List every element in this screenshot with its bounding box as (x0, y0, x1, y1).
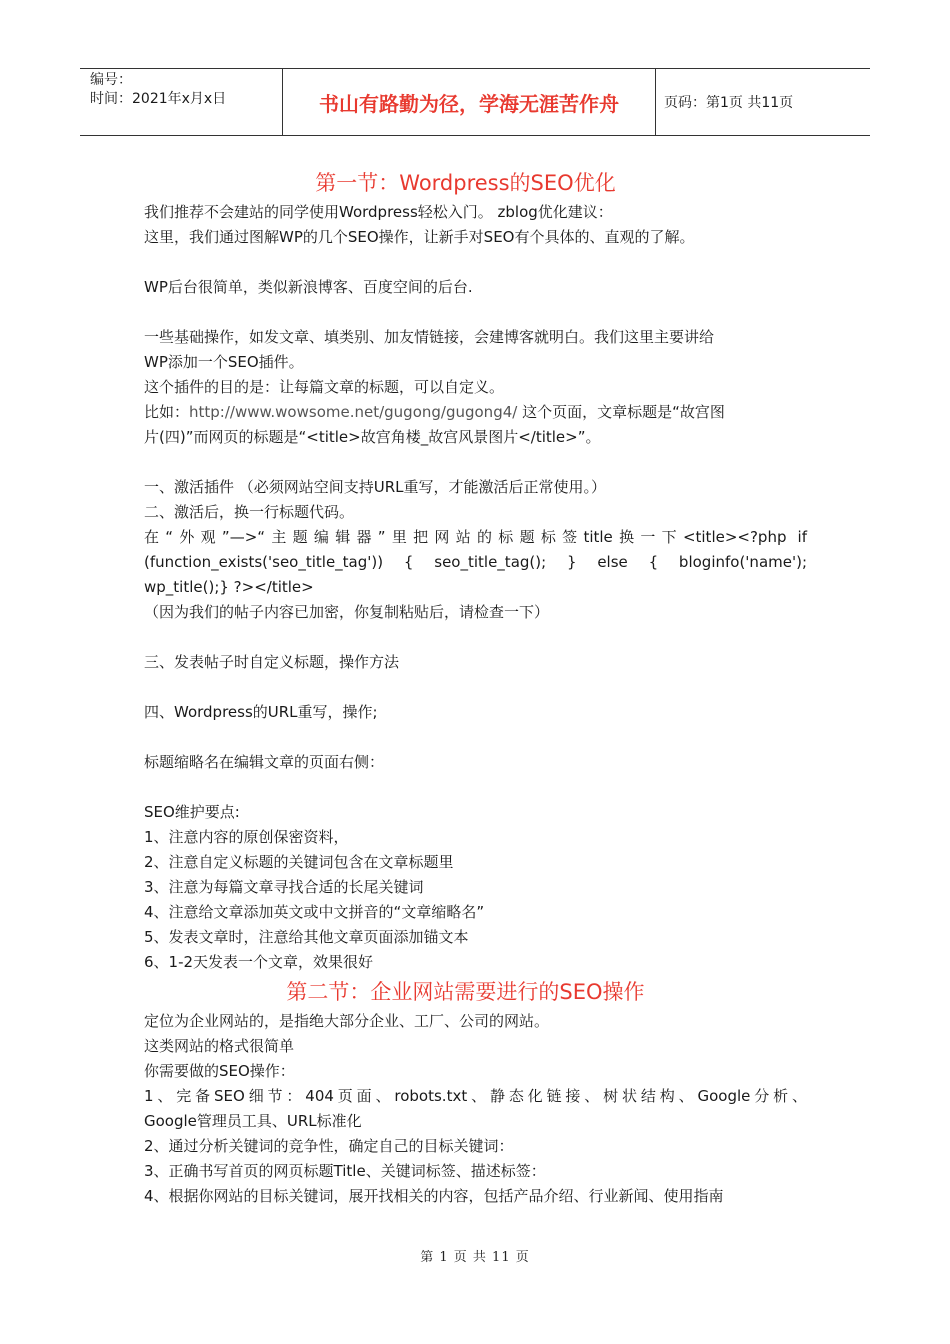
example-prefix: 比如： (144, 403, 190, 421)
paragraph-line: 四、Wordpress的URL重写，操作; (144, 703, 378, 721)
blank-line (144, 625, 807, 650)
paragraph-line: （因为我们的帖子内容已加密，你复制粘贴后，请检查一下） (144, 603, 550, 621)
paragraph-line: 这类网站的格式很简单 (144, 1037, 295, 1055)
header-motto-cell (283, 69, 656, 135)
list-item: 5、发表文章时，注意给其他文章页面添加锚文本 (144, 928, 469, 946)
list-item: Google管理员工具、URL标准化 (144, 1112, 362, 1130)
list-item: 2、通过分析关键词的竞争性，确定自己的目标关键词： (144, 1137, 514, 1155)
paragraph-line-example (144, 400, 807, 425)
paragraph-line: WP添加一个SEO插件。 (144, 353, 304, 371)
page-header (80, 68, 870, 136)
blank-line (144, 300, 807, 325)
list-item: 3、注意为每篇文章寻找合适的长尾关键词 (144, 878, 424, 896)
paragraph-line: 一些基础操作，如发文章、填类别、加友情链接，会建博客就明白。我们这里主要讲给 (144, 328, 715, 346)
example-suffix: 这个页面，文章标题是“故宫图 (517, 403, 725, 421)
blank-line (144, 250, 807, 275)
paragraph-line: 标题缩略名在编辑文章的页面右侧： (144, 753, 385, 771)
doc-time-label: 时间：2021年x月x日 (90, 91, 227, 107)
paragraph-line: 片(四)”而网页的标题是“<title>故宫角楼_故宫风景图片</title>”。 (144, 428, 601, 446)
list-item: 6、1-2天发表一个文章，效果很好 (144, 953, 374, 971)
blank-line (144, 725, 807, 750)
list-item: 3、正确书写首页的网页标题Title、关键词标签、描述标签： (144, 1162, 546, 1180)
list-item: 2、注意自定义标题的关键词包含在文章标题里 (144, 853, 454, 871)
list-item: 4、注意给文章添加英文或中文拼音的“文章缩略名” (144, 903, 485, 921)
list-item: 1、注意内容的原创保密资料， (144, 828, 349, 846)
paragraph-line: 这个插件的目的是：让每篇文章的标题，可以自定义。 (144, 378, 505, 396)
paragraph-line: 二、激活后，换一行标题代码。 (144, 503, 355, 521)
list-item: 1、完备SEO细节：404页面、robots.txt、静态化链接、树状结构、Google分析、 (144, 1087, 807, 1105)
section2-title: 第二节：企业网站需要进行的SEO操作 (286, 980, 645, 1004)
paragraph-line: 一、激活插件 （必须网站空间支持URL重写，才能激活后正常使用。） (144, 478, 607, 496)
section1-title: 第一节：Wordpress的SEO优化 (315, 171, 616, 195)
blank-line (144, 450, 807, 475)
example-url-link[interactable]: http://www.wowsome.net/gugong/gugong4/ (189, 403, 518, 421)
header-motto: 书山有路勤为径，学海无涯苦作舟 (319, 91, 619, 116)
paragraph-line: 这里，我们通过图解WP的几个SEO操作，让新手对SEO有个具体的、直观的了解。 (144, 228, 695, 246)
blank-line (144, 675, 807, 700)
list-item: 4、根据你网站的目标关键词，展开找相关的内容，包括产品介绍、行业新闻、使用指南 (144, 1187, 724, 1205)
paragraph-line: WP后台很简单，类似新浪博客、百度空间的后台. (144, 278, 473, 296)
paragraph-line: 三、发表帖子时自定义标题，操作方法 (144, 653, 400, 671)
paragraph-line: 我们推荐不会建站的同学使用Wordpress轻松入门。 zblog优化建议： (144, 203, 613, 221)
doc-number-label: 编号： (90, 72, 132, 88)
header-page-info: 页码：第1页 共11页 (664, 95, 794, 111)
page-footer: 第 1 页 共 11 页 (420, 1250, 530, 1265)
header-meta (80, 69, 283, 135)
paragraph-line: 定位为企业网站的，是指绝大部分企业、工厂、公司的网站。 (144, 1012, 550, 1030)
blank-line (144, 775, 807, 800)
paragraph-line: wp_title();} ?></title> (144, 578, 314, 596)
paragraph-line: (function_exists('seo_title_tag')) { seo_title_tag(); } else { bloginfo('name'); (144, 553, 807, 571)
document-body (144, 166, 807, 1209)
paragraph-line: SEO维护要点: (144, 803, 240, 821)
paragraph-line: 在“外观”—>“主题编辑器”里把网站的标题标签title换一下<title><?php if (144, 528, 807, 546)
paragraph-line: 你需要做的SEO操作： (144, 1062, 295, 1080)
